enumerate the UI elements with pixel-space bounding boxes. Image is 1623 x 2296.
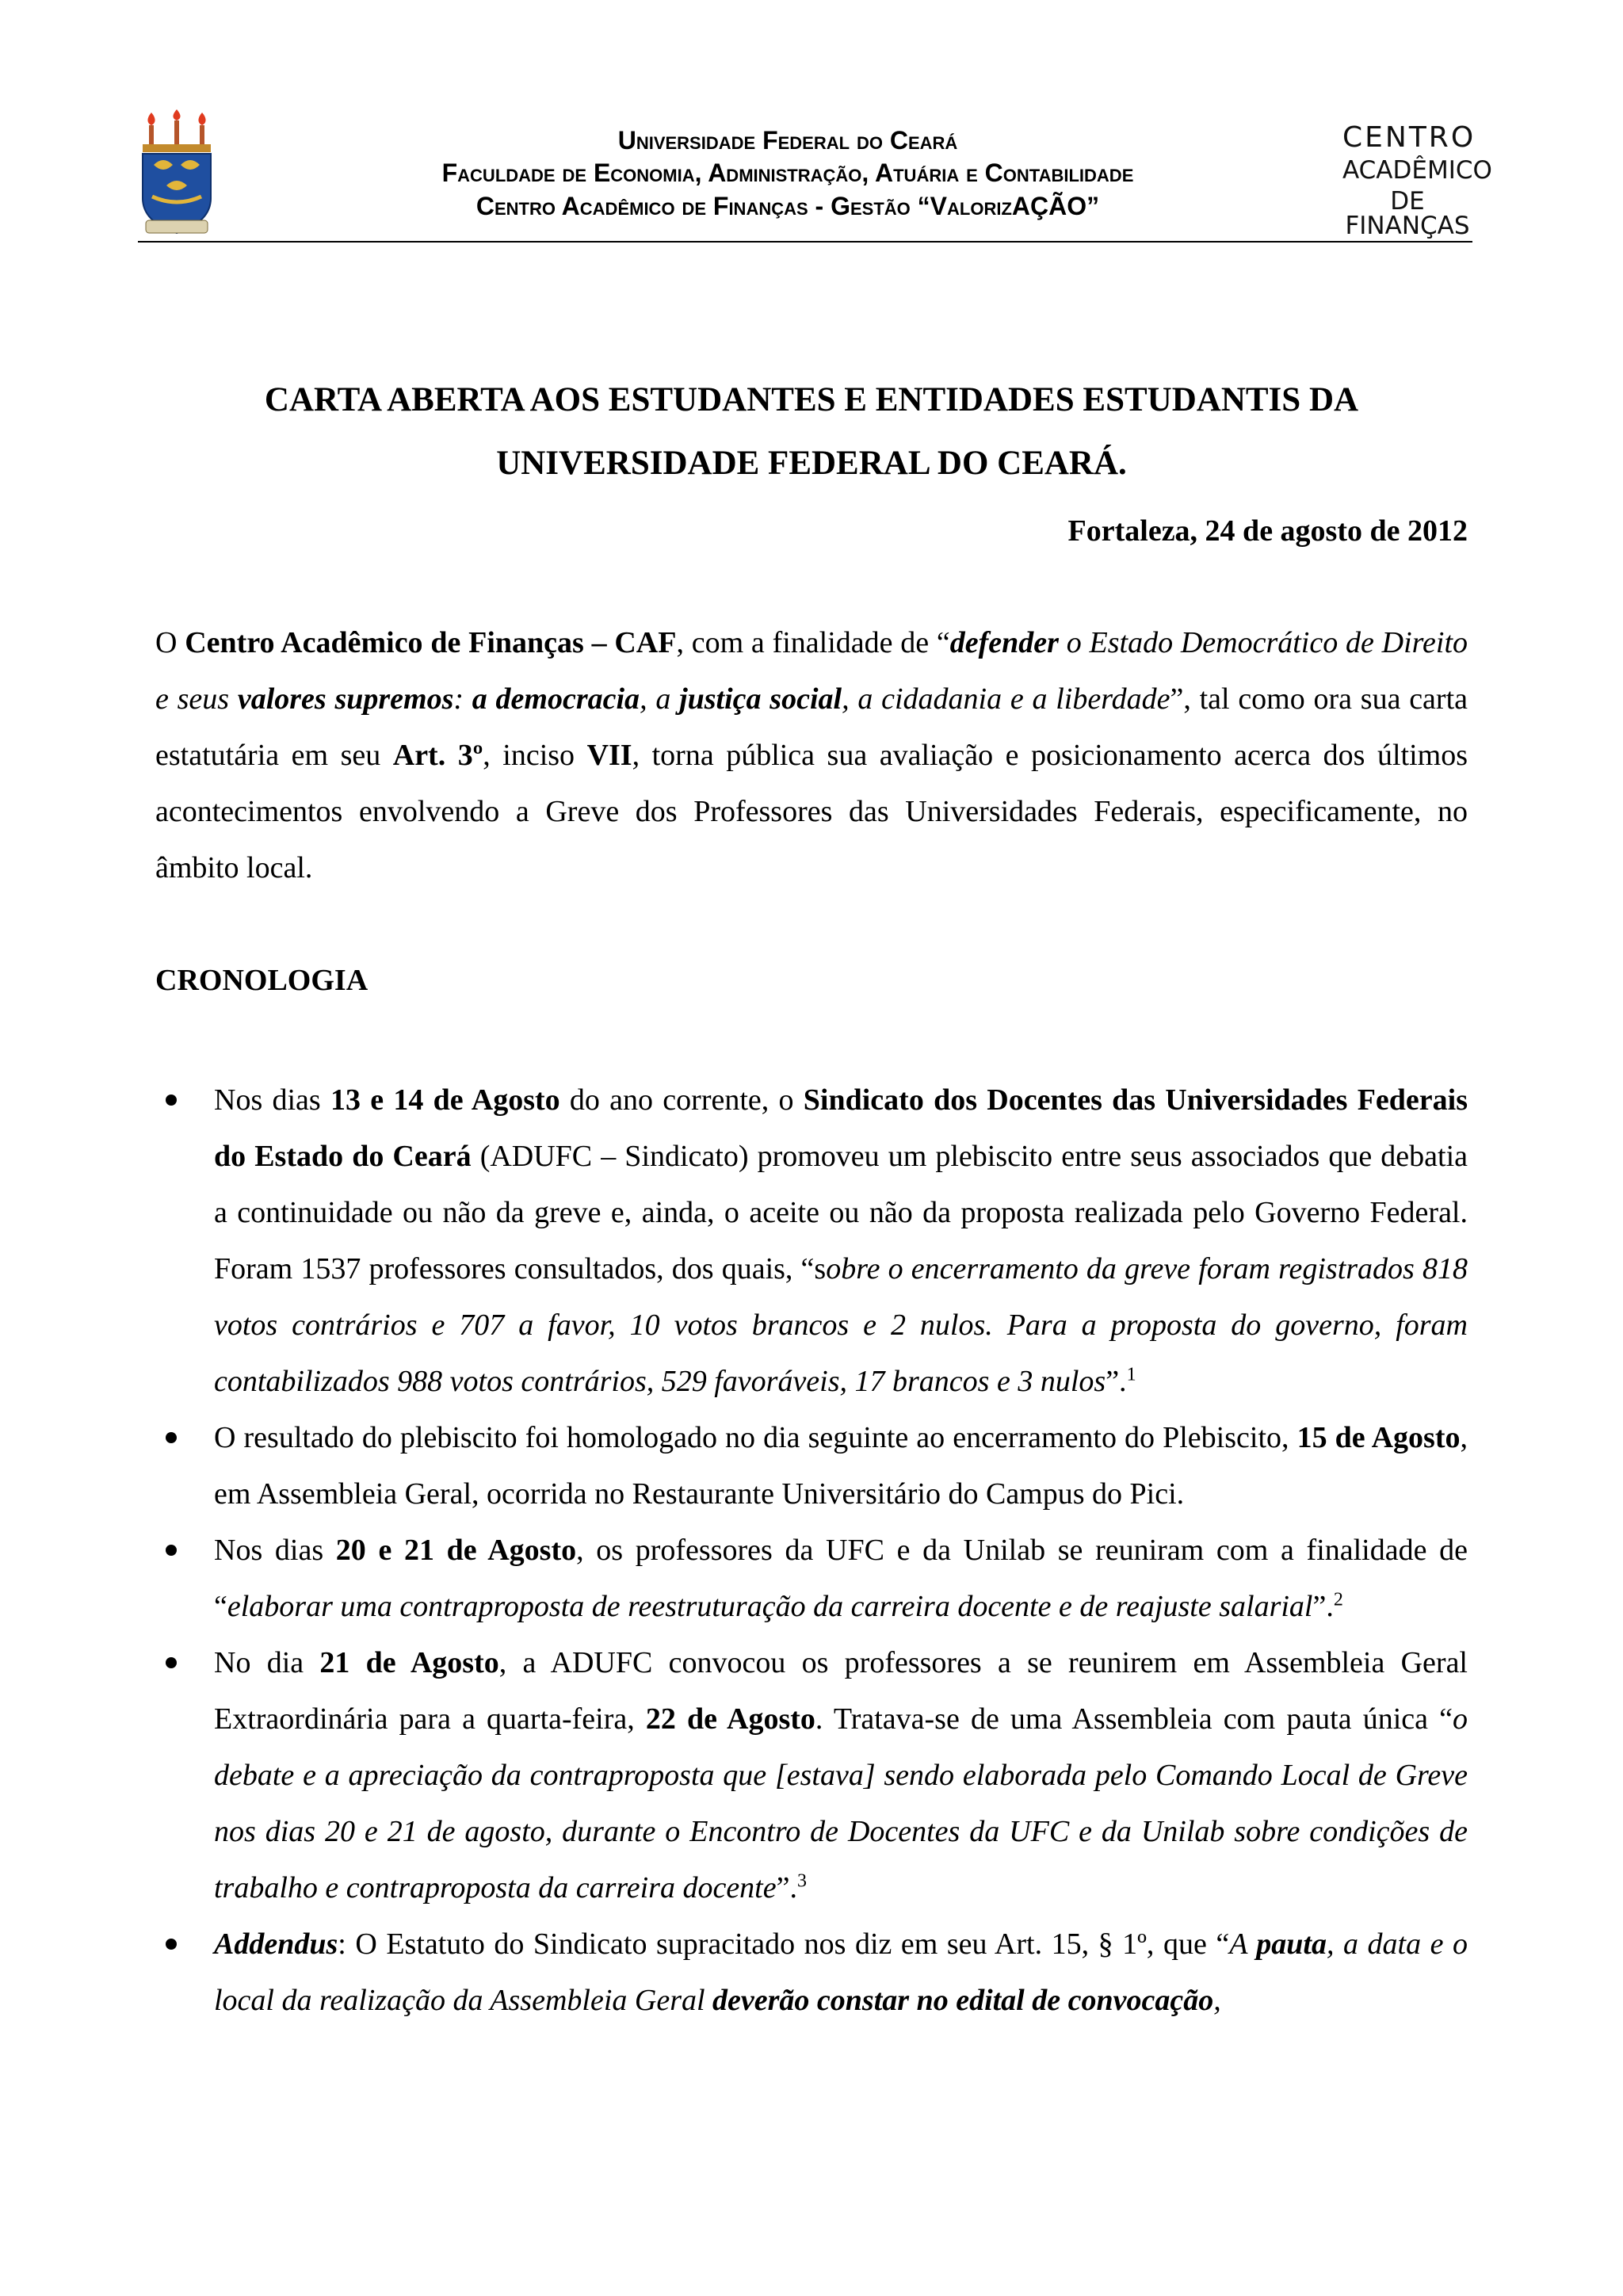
text-run: Nos dias <box>214 1534 336 1567</box>
text-run: valores supremos <box>237 682 454 716</box>
chronology-item <box>155 1410 1468 1522</box>
text-run: 13 e 14 de Agosto <box>330 1083 560 1117</box>
text-run: O resultado do plebiscito foi homologado no dia seguinte ao encerramento do Plebiscito, <box>214 1421 1297 1454</box>
caf-logo-line: DE FINANÇAS <box>1345 187 1470 240</box>
text-run: . Tratava-se de uma Assembleia com pauta única “ <box>815 1702 1453 1736</box>
text-run: o Estado Democrático de Direito e seus <box>155 626 1468 716</box>
text-run: , torna pública sua avaliação e posicionamento acerca dos últimos acontecimentos envolvendo a Greve dos Professores das Universidades Federais, especificamente, no âmbito local. <box>155 739 1468 884</box>
text-run: VII <box>586 739 632 772</box>
text-run: deverão constar no edital de convocação <box>712 1984 1214 2017</box>
text-run: 15 de Agosto <box>1296 1421 1461 1454</box>
text-run: Sindicato dos Docentes das Universidades Federais do Estado do Ceará <box>214 1083 1468 1173</box>
text-run: , a ADUFC convocou os professores a se reunirem em Assembleia Geral Extraordinária para a quarta-feira, <box>214 1646 1468 1736</box>
footnote-ref: 1 <box>1126 1364 1136 1385</box>
text-run: , a data e o local da realização da Assembleia Geral <box>214 1927 1468 2017</box>
bullet-icon <box>166 1095 177 1106</box>
text-run: : O Estatuto do Sindicato supracitado nos diz em seu Art. 15, § 1º, que “ <box>338 1927 1230 1961</box>
text-run: Addendus <box>214 1927 338 1961</box>
document-date: Fortaleza, 24 de agosto de 2012 <box>1067 514 1468 548</box>
text-run: elaborar uma contraproposta de reestruturação da carreira docente e de reajuste salarial <box>227 1590 1313 1623</box>
bullet-icon <box>166 1432 177 1443</box>
chronology-item <box>155 1522 1468 1635</box>
faculty-name: Faculdade de Economia, Administração, Atuária e Contabilidade <box>441 159 1134 187</box>
text-run: , os professores da UFC e da Unilab se reuniram com a finalidade de “ <box>214 1534 1468 1623</box>
text-run: ”, tal como ora sua carta estatutária em seu <box>155 682 1468 772</box>
chronology-item <box>155 1072 1468 1410</box>
bullet-icon <box>166 1657 177 1668</box>
text-run: ”. <box>776 1871 797 1904</box>
text-run: 20 e 21 de Agosto <box>335 1534 577 1567</box>
chronology-list <box>155 1072 1468 2029</box>
text-run: A <box>1229 1927 1257 1961</box>
document-title-line-1: CARTA ABERTA AOS ESTUDANTES E ENTIDADES ESTUDANTIS DA <box>264 381 1359 418</box>
text-run: , inciso <box>483 739 587 772</box>
text-run: obre o encerramento da greve foram registrados 818 votos contrários e 707 a favor, 10 votos brancos e 2 nulos. Para a proposta do governo, foram contabilizados 988 votos contrários, 529 favoráveis, 17 brancos e 3 nulos <box>214 1252 1468 1398</box>
text-run: 22 de Agosto <box>645 1702 815 1736</box>
text-run: 21 de Agosto <box>319 1646 499 1679</box>
footnote-ref: 2 <box>1333 1589 1343 1610</box>
caf-logo-line: ACADÊMICO <box>1342 156 1492 185</box>
text-run: a democracia <box>472 682 640 716</box>
text-run: O <box>155 626 185 659</box>
text-run: : <box>453 682 472 716</box>
caf-logo <box>1342 117 1492 240</box>
text-run: defender <box>949 626 1059 659</box>
text-run: Centro Acadêmico de Finanças – CAF <box>185 626 677 659</box>
text-run: , a <box>640 682 680 716</box>
text-run: ”. <box>1106 1365 1127 1398</box>
caf-logo-line: CENTRO <box>1342 121 1476 154</box>
header-divider <box>138 241 1472 243</box>
intro-paragraph <box>155 615 1468 896</box>
text-run: Nos dias <box>214 1083 330 1117</box>
chronology-item <box>155 1635 1468 1916</box>
text-run: (ADUFC – Sindicato) promoveu um plebiscito entre seus associados que debatia a continuidade ou não da greve e, ainda, o aceite ou não da proposta realizada pelo Governo Federal. Foram 1537 professores consultados, dos quais, “s <box>214 1140 1468 1286</box>
text-run: Art. 3º <box>392 739 483 772</box>
text-run: justiça social <box>679 682 842 716</box>
footnote-ref: 3 <box>796 1870 807 1892</box>
academic-center-name: Centro Acadêmico de Finanças - Gestão “ValorizAÇÃO” <box>475 192 1100 220</box>
text-run: , <box>1213 1984 1221 2017</box>
letterhead <box>138 109 1492 243</box>
text-run: , em Assembleia Geral, ocorrida no Restaurante Universitário do Campus do Pici. <box>214 1421 1468 1511</box>
document-title-line-2: UNIVERSIDADE FEDERAL DO CEARÁ. <box>496 445 1127 482</box>
text-run: do ano corrente, o <box>559 1083 804 1117</box>
university-name: Universidade Federal do Ceará <box>617 126 958 155</box>
text-run: , com a finalidade de “ <box>676 626 950 659</box>
text-run: No dia <box>214 1646 320 1679</box>
text-run: pauta <box>1256 1927 1327 1961</box>
section-heading: CRONOLOGIA <box>155 964 369 997</box>
bullet-icon <box>166 1939 177 1950</box>
text-run: , a cidadania e a liberdade <box>842 682 1170 716</box>
text-run: ”. <box>1312 1590 1334 1623</box>
bullet-icon <box>166 1545 177 1556</box>
ufc-coat-of-arms-icon <box>138 109 216 236</box>
text-run: o debate e a apreciação da contraproposta que [estava] sendo elaborada pelo Comando Local de Greve nos dias 20 e 21 de agosto, durante o Encontro de Docentes da UFC e da Unilab sobre condições de trabalho e contraproposta da carreira docente <box>214 1702 1468 1904</box>
chronology-item <box>155 1916 1468 2029</box>
